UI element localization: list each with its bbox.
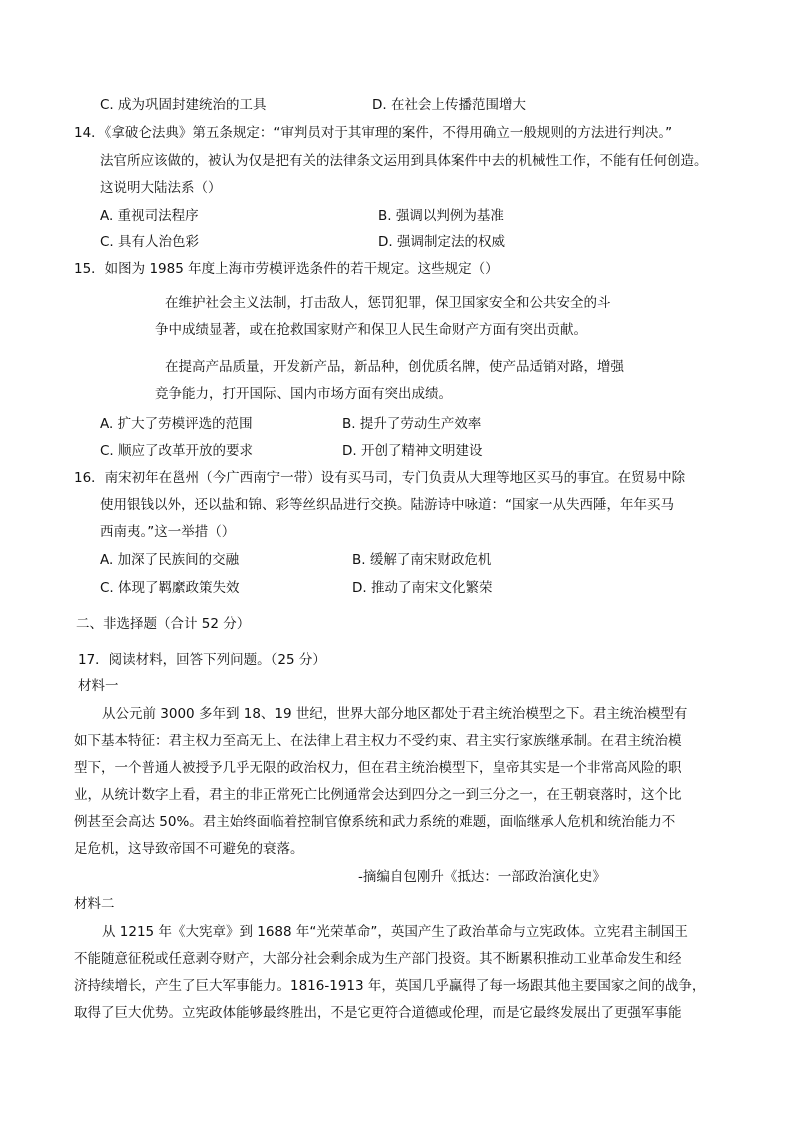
- section-heading: 二、非选择题（合计 52 分）: [76, 616, 251, 632]
- material-1-line5: 例甚至会高达 50%。君主始终面临着控制官僚系统和武力系统的难题，面临继承人危机和统治能力不: [74, 814, 676, 830]
- q16-option-b: B. 缓解了南宋财政危机: [352, 552, 492, 568]
- q15-option-c: C. 顺应了改革开放的要求: [100, 443, 254, 459]
- q14-option-b: B. 强调以判例为基准: [378, 208, 504, 224]
- q15-stem: 15．如图为 1985 年度上海市劳模评选条件的若干规定。这些规定（）: [74, 261, 499, 277]
- q16-stem-line2: 使用银钱以外，还以盐和锦、彩等丝织品进行交换。陆游诗中咏道：“国家一从失西陲，年年买马: [100, 497, 674, 513]
- q17-stem: 17．阅读材料，回答下列问题。（25 分）: [78, 652, 326, 668]
- q14-option-a: A. 重视司法程序: [100, 208, 199, 224]
- q15-criterion-2-line1: 在提高产品质量，开发新产品，新品种，创优质名牌，使产品适销对路，增强: [165, 359, 624, 375]
- material-1-line3: 型下，一个普通人被授予几乎无限的政治权力，但在君主统治模型下，皇帝其实是一个非常高风险的职: [74, 760, 682, 776]
- material-1-label: 材料一: [78, 678, 119, 694]
- q14-stem-line1: 14．《拿破仑法典》第五条规定：“审判员对于其审理的案件，不得用确立一般规则的方法进行判决。”: [74, 125, 673, 141]
- q16-option-d: D. 推动了南宋文化繁荣: [352, 580, 493, 596]
- q16-option-a: A. 加深了民族间的交融: [100, 552, 240, 568]
- q14-option-d: D. 强调制定法的权威: [378, 234, 505, 250]
- material-1-line6: 足危机，这导致帝国不可避免的衰落。: [74, 841, 304, 857]
- material-2-line4: 取得了巨大优势。立宪政体能够最终胜出，不是它更符合道德或伦理，而是它最终发展出了更强军事能: [74, 1005, 682, 1021]
- q15-option-a: A. 扩大了劳模评选的范围: [100, 416, 253, 432]
- q14-stem-line3: 这说明大陆法系（）: [100, 180, 222, 196]
- material-1-line1: 从公元前 3000 多年到 18、19 世纪，世界大部分地区都处于君主统治模型之下。君主统治模型有: [102, 706, 688, 722]
- q15-criterion-2-line2: 竞争能力，打开国际、国内市场方面有突出成绩。: [155, 386, 452, 402]
- q15-criterion-1-line1: 在维护社会主义法制，打击敌人，惩罚犯罪，保卫国家安全和公共安全的斗: [165, 295, 611, 311]
- material-1-source: -摘编自包刚升《抵达：一部政治演化史》: [358, 869, 606, 885]
- material-1-line2: 如下基本特征：君主权力至高无上、在法律上君主权力不受约束、君主实行家族继承制。在君主统治模: [74, 733, 682, 749]
- q13-option-c: C. 成为巩固封建统治的工具: [100, 97, 267, 113]
- q15-option-d: D. 开创了精神文明建设: [342, 443, 483, 459]
- material-2-line3: 济持续增长，产生了巨大军事能力。1816-1913 年，英国几乎赢得了每一场跟其他主要国家之间的战争，: [74, 978, 706, 994]
- material-2-line1: 从 1215 年《大宪章》到 1688 年“光荣革命”，英国产生了政治革命与立宪政体。立宪君主制国王: [102, 924, 688, 940]
- q13-option-d: D. 在社会上传播范围增大: [372, 97, 526, 113]
- material-2-label: 材料二: [74, 896, 115, 912]
- q16-stem-line3: 西南夷。”这一举措（）: [100, 524, 236, 540]
- material-2-line2: 不能随意征税或任意剥夺财产，大部分社会剩余成为生产部门投资。其不断累积推动工业革命发生和经: [74, 951, 682, 967]
- q15-criterion-1-line2: 争中成绩显著，或在抢救国家财产和保卫人民生命财产方面有突出贡献。: [155, 322, 587, 338]
- q16-option-c: C. 体现了羁縻政策失效: [100, 580, 240, 596]
- q14-option-c: C. 具有人治色彩: [100, 234, 200, 250]
- q14-stem-line2: 法官所应该做的，被认为仅是把有关的法律条文运用到具体案件中去的机械性工作，不能有任何创造。: [100, 153, 708, 169]
- material-1-line4: 业，从统计数字上看，君主的非正常死亡比例通常会达到四分之一到三分之一，在王朝衰落时，这个比: [74, 787, 682, 803]
- q16-stem-line1: 16．南宋初年在邕州（今广西南宁一带）设有买马司，专门负责从大理等地区买马的事宜。在贸易中除: [74, 470, 686, 486]
- q15-option-b: B. 提升了劳动生产效率: [342, 416, 482, 432]
